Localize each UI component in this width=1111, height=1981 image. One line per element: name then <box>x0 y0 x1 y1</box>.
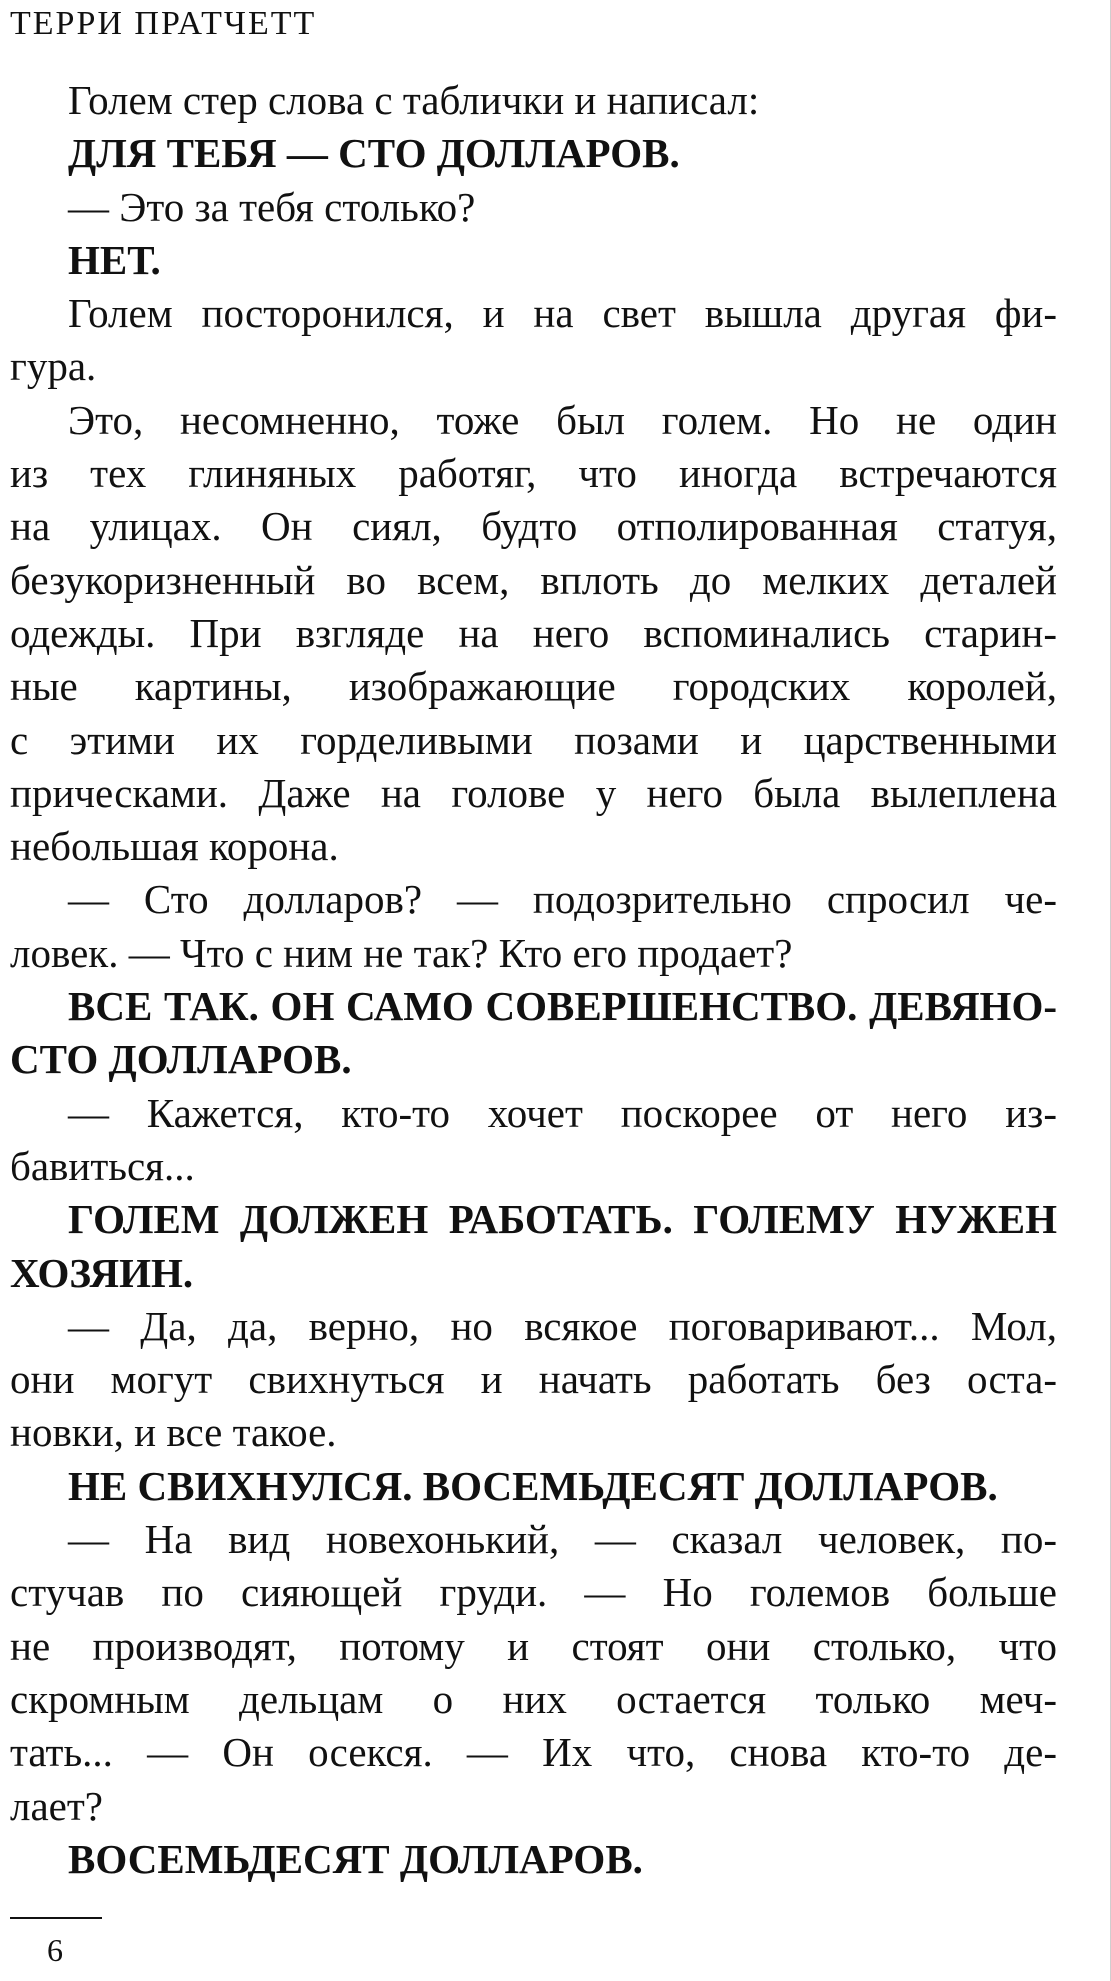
text-line: из тех глиняных работяг, что иногда встречаются <box>10 450 1057 497</box>
text-line: Голем посторонился, и на свет вышла другая фи- <box>68 290 1057 337</box>
text-line: ГОЛЕМ ДОЛЖЕН РАБОТАТЬ. ГОЛЕМУ НУЖЕН <box>68 1196 1057 1243</box>
text-line: стучав по сияющей груди. — Но големов больше <box>10 1569 1057 1616</box>
text-line: тать... — Он осекся. — Их что, снова кто-то де- <box>10 1729 1057 1776</box>
text-line: СТО ДОЛЛАРОВ. <box>10 1036 352 1083</box>
text-line: — Сто долларов? — подозрительно спросил че- <box>68 876 1057 923</box>
text-line: Голем стер слова с таблички и написал: <box>68 77 760 123</box>
text-line: ловек. — Что с ним не так? Кто его продает? <box>10 929 793 976</box>
text-line: одежды. При взгляде на него вспоминались старин- <box>10 609 1057 656</box>
text-line: ные картины, изображающие городских королей, <box>10 663 1057 710</box>
text-line: с этими их горделивыми позами и царственными <box>10 716 1057 763</box>
text-line: НЕТ. <box>68 236 161 283</box>
text-line: — Да, да, верно, но всякое поговаривают... Мол, <box>68 1302 1057 1349</box>
text-line: на улицах. Он сиял, будто отполированная статуя, <box>10 503 1057 550</box>
running-head: ТЕРРИ ПРАТЧЕТТ <box>10 5 317 42</box>
text-line: НЕ СВИХНУЛСЯ. ВОСЕМЬДЕСЯТ ДОЛЛАРОВ. <box>68 1462 998 1509</box>
text-line: новки, и все такое. <box>10 1409 337 1456</box>
text-line: бавиться... <box>10 1142 195 1189</box>
text-line: гура. <box>10 343 97 390</box>
text-line: небольшая корона. <box>10 823 339 870</box>
text-line: ВСЕ ТАК. ОН САМО СОВЕРШЕНСТВО. ДЕВЯНО- <box>68 983 1057 1030</box>
text-line: безукоризненный во всем, вплоть до мелких деталей <box>10 556 1057 603</box>
text-line: прическами. Даже на голове у него была вылеплена <box>10 769 1057 816</box>
text-line: ХОЗЯИН. <box>10 1249 194 1296</box>
text-line: — Кажется, кто-то хочет поскорее от него из- <box>68 1089 1057 1136</box>
text-line: ВОСЕМЬДЕСЯТ ДОЛЛАРОВ. <box>68 1835 643 1882</box>
body-text <box>10 74 1057 1886</box>
text-line: они могут свихнуться и начать работать без оста- <box>10 1356 1057 1403</box>
text-line: ДЛЯ ТЕБЯ — СТО ДОЛЛАРОВ. <box>68 130 680 177</box>
footer-rule <box>10 1917 102 1919</box>
text-line: Это, несомненно, тоже был голем. Но не один <box>68 396 1057 443</box>
text-line: — Это за тебя столько? <box>68 183 476 230</box>
text-line: лает? <box>10 1782 103 1829</box>
page-number: 6 <box>47 1932 63 1968</box>
text-line: — На вид новехонький, — сказал человек, по- <box>68 1516 1057 1563</box>
text-line: не производят, потому и стоят они столько, что <box>10 1622 1057 1669</box>
text-line: скромным дельцам о них остается только меч- <box>10 1675 1057 1722</box>
